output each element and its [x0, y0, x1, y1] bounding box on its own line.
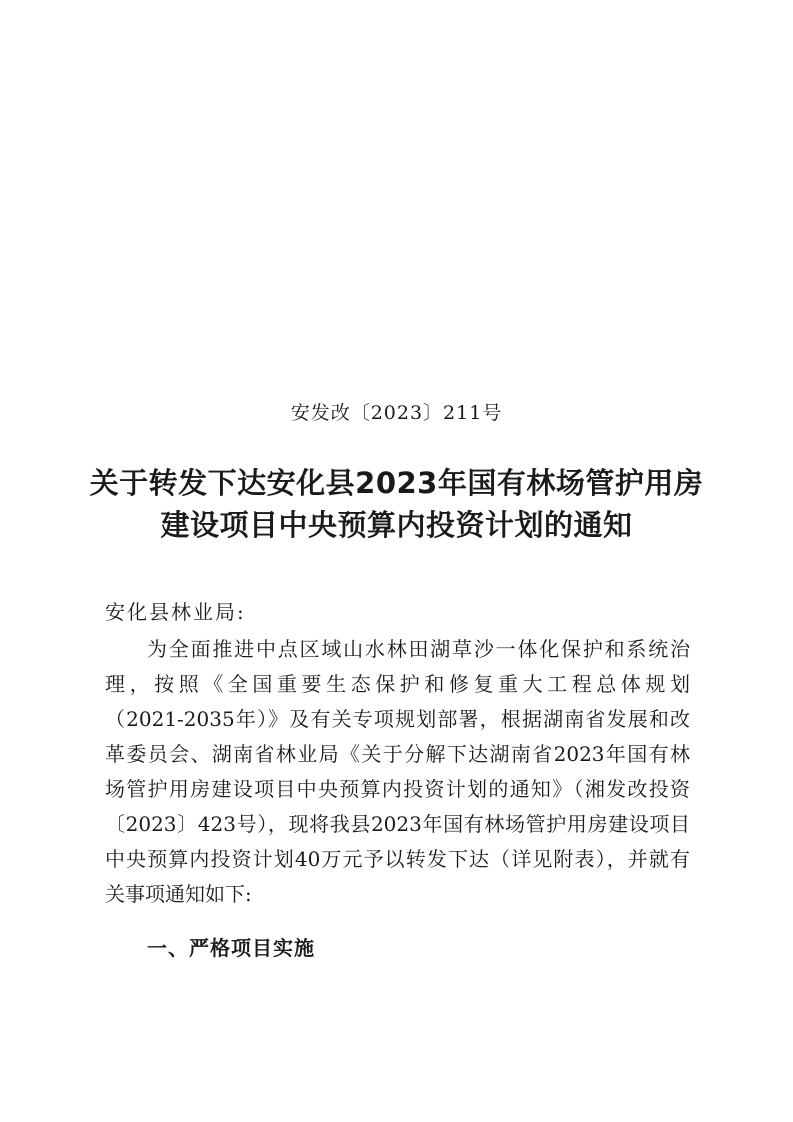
body-line: 革委员会、湖南省林业局《关于分解下达湖南省2023年国有林 [105, 742, 690, 766]
body-line: 理，按照《全国重要生态保护和修复重大工程总体规划 [105, 672, 690, 696]
title-line-1: 关于转发下达安化县2023年国有林场管护用房 [89, 466, 704, 500]
body-line: 〔2023〕423号），现将我县2023年国有林场管护用房建设项目 [105, 812, 690, 836]
document-number: 安发改〔2023〕211号 [290, 402, 503, 424]
document-title [60, 462, 733, 546]
salutation: 安化县林业局: [105, 600, 246, 624]
section-heading: 一、严格项目实施 [147, 936, 315, 960]
body-line: （2021-2035年）》及有关专项规划部署，根据湖南省发展和改 [105, 707, 690, 731]
body-line: 中央预算内投资计划40万元予以转发下达（详见附表），并就有 [105, 847, 690, 871]
body-line: 为全面推进中点区域山水林田湖草沙一体化保护和系统治 [147, 637, 690, 661]
body-line: 关事项通知如下: [105, 882, 252, 906]
body-line: 场管护用房建设项目中央预算内投资计划的通知》（湘发改投资 [105, 777, 690, 801]
title-line-2: 建设项目中央预算内投资计划的通知 [160, 508, 633, 542]
body-paragraph [105, 632, 690, 912]
